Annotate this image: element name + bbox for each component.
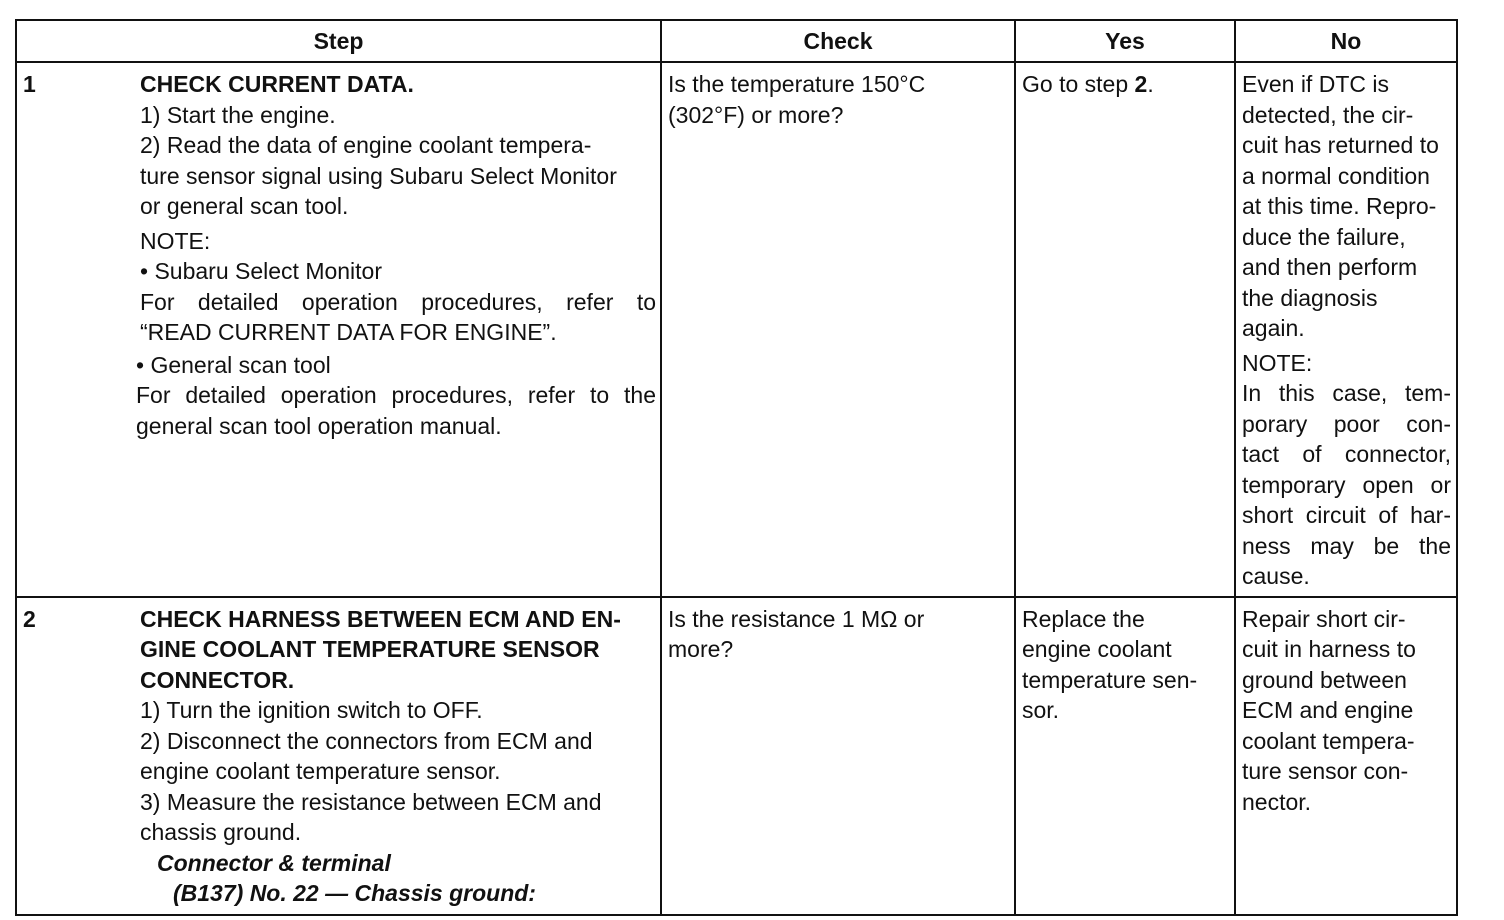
yes-suffix: . <box>1147 71 1154 97</box>
no-cell <box>1235 597 1457 915</box>
connector-label: Connector & terminal <box>157 849 391 876</box>
header-yes: Yes <box>1015 20 1235 62</box>
substep-line: ture sensor signal using Subaru Select Monitor <box>140 162 617 189</box>
substep-line: or general scan tool. <box>140 193 349 219</box>
substep-line: chassis ground. <box>140 819 302 845</box>
yes-text: engine coolant <box>1022 636 1172 662</box>
no-text: ECM and engine <box>1242 697 1414 723</box>
no-text: Repair short cir- <box>1242 605 1406 632</box>
header-check: Check <box>661 20 1015 62</box>
substep-line: 3) Measure the resistance between ECM and <box>140 788 602 815</box>
yes-prefix: Go to step <box>1022 71 1135 97</box>
check-cell <box>661 597 1015 915</box>
check-text: (302°F) or more? <box>668 101 844 128</box>
no-text: again. <box>1242 315 1305 341</box>
table-row <box>16 597 1457 915</box>
bullet-item: • General scan tool <box>136 351 331 378</box>
step-title: GINE COOLANT TEMPERATURE SENSOR <box>140 636 600 662</box>
bullet-item: • Subaru Select Monitor <box>140 258 383 284</box>
yes-cell <box>1015 62 1235 597</box>
note-text: porary poor con- <box>1242 410 1451 437</box>
no-text: a normal condition <box>1242 162 1430 189</box>
no-text: cuit has returned to <box>1242 132 1439 158</box>
connector-value: (B137) No. 22 — Chassis ground: <box>173 880 536 906</box>
bullet-text: general scan tool operation manual. <box>136 412 502 439</box>
yes-text <box>1022 69 1229 100</box>
no-text: nector. <box>1242 788 1312 815</box>
step-link[interactable]: 2 <box>1134 71 1148 97</box>
table-header-row <box>16 20 1457 62</box>
no-text: cuit in harness to <box>1242 636 1416 662</box>
step-title: CHECK CURRENT DATA. <box>140 71 414 97</box>
substep-line: 2) Read the data of engine coolant tempera- <box>140 132 592 158</box>
no-text: Even if DTC is <box>1242 71 1389 97</box>
check-text: Is the resistance 1 MΩ or <box>668 605 925 632</box>
note-text: cause. <box>1242 563 1310 589</box>
substep-line: engine coolant temperature sensor. <box>140 758 501 784</box>
step-number: 1 <box>23 71 36 97</box>
substep-line: 1) Turn the ignition switch to OFF. <box>140 697 483 723</box>
yes-text: sor. <box>1022 697 1060 723</box>
header-no: No <box>1235 20 1457 62</box>
step-title: CHECK HARNESS BETWEEN ECM AND EN- <box>140 605 621 632</box>
no-text: the diagnosis <box>1242 284 1378 311</box>
step-cell <box>16 62 661 597</box>
yes-text: temperature sen- <box>1022 666 1198 693</box>
bullet-text: For detailed operation procedures, refer to the <box>136 382 656 408</box>
no-text: and then perform <box>1242 254 1418 280</box>
step-cell <box>16 597 661 915</box>
note-label: NOTE: <box>140 227 211 254</box>
no-text: detected, the cir- <box>1242 101 1414 128</box>
header-step: Step <box>16 20 661 62</box>
note-text: tact of connector, <box>1242 441 1451 467</box>
check-text: more? <box>668 636 734 662</box>
yes-text: Replace the <box>1022 605 1145 632</box>
bullet-text: “READ CURRENT DATA FOR ENGINE”. <box>140 319 557 345</box>
no-cell <box>1235 62 1457 597</box>
note-text: short circuit of har- <box>1242 502 1451 528</box>
note-text: ness may be the <box>1242 532 1451 559</box>
no-text: ture sensor con- <box>1242 758 1409 784</box>
step-number: 2 <box>23 605 36 632</box>
no-text: duce the failure, <box>1242 223 1406 250</box>
no-text: at this time. Repro- <box>1242 193 1437 219</box>
substep-line: 1) Start the engine. <box>140 101 336 128</box>
table-row <box>16 62 1457 597</box>
no-text: coolant tempera- <box>1242 727 1415 754</box>
diagnostic-table <box>15 19 1458 916</box>
bullet-text: For detailed operation procedures, refer to <box>140 288 656 315</box>
check-text: Is the temperature 150°C <box>668 71 926 97</box>
step-body <box>136 63 660 441</box>
yes-cell <box>1015 597 1235 915</box>
substep-line: 2) Disconnect the connectors from ECM and <box>140 727 593 754</box>
step-body <box>140 598 660 909</box>
note-text: In this case, tem- <box>1242 380 1451 406</box>
note-label: NOTE: <box>1242 349 1313 376</box>
step-title: CONNECTOR. <box>140 666 295 693</box>
no-text: ground between <box>1242 666 1407 693</box>
check-cell <box>661 62 1015 597</box>
note-text: temporary open or <box>1242 471 1451 498</box>
